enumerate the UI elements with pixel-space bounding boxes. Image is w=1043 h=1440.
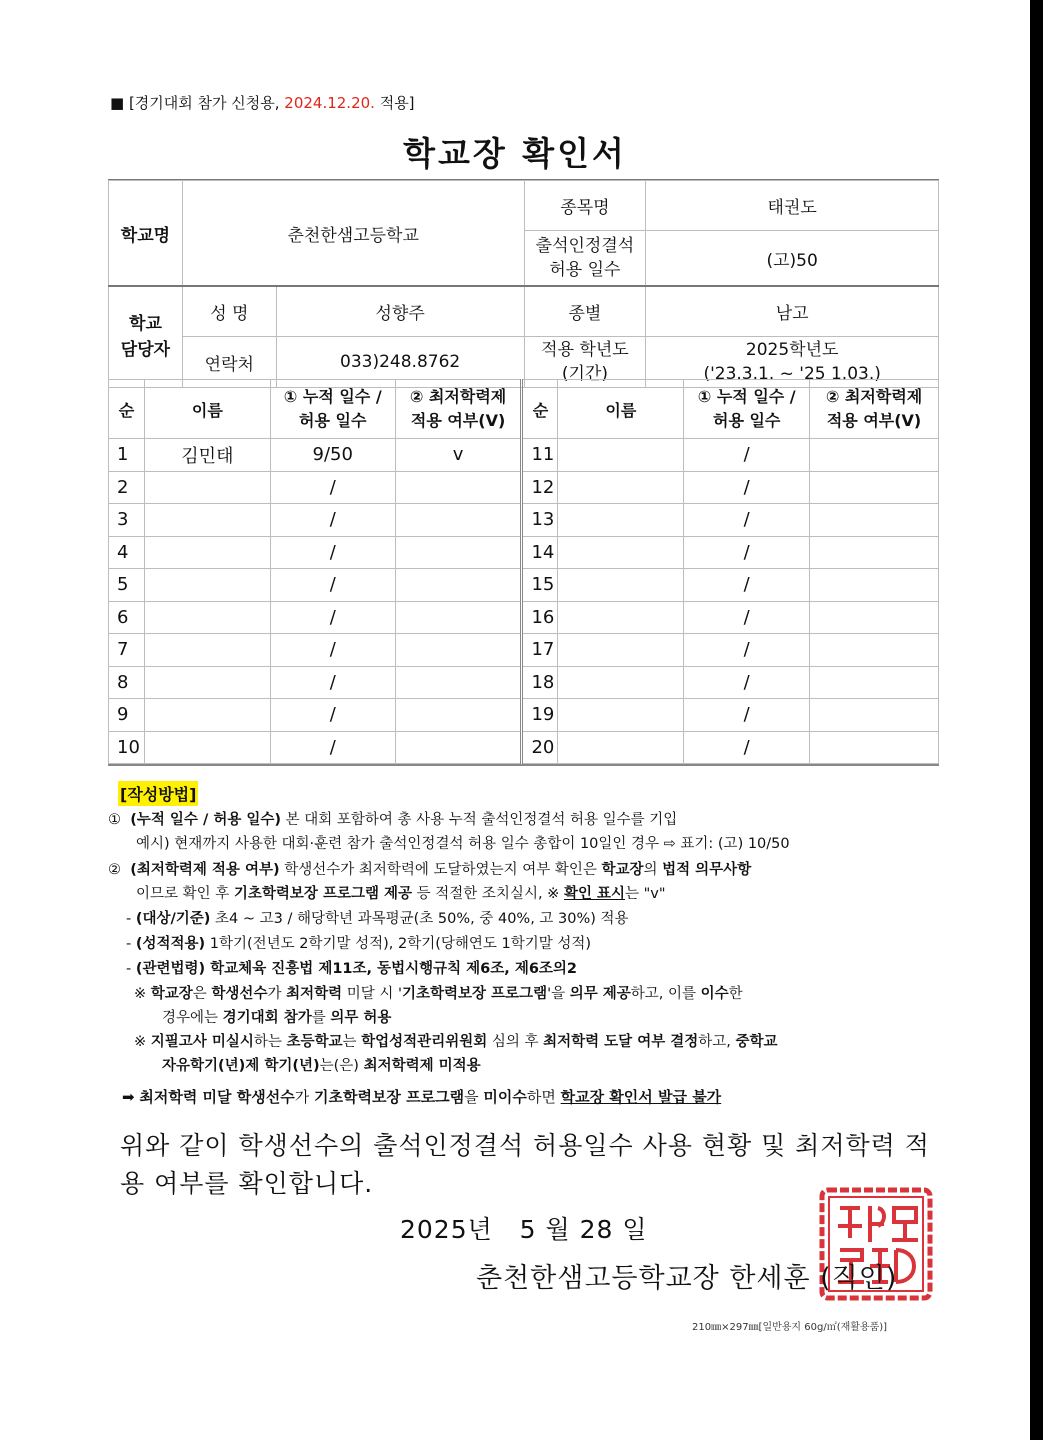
guide-title: [작성방법] xyxy=(118,781,198,806)
cell-name xyxy=(144,569,270,602)
cell-no: 12 xyxy=(522,471,558,504)
cell-days: / xyxy=(270,504,395,537)
cell-no: 2 xyxy=(109,471,145,504)
cell-no: 13 xyxy=(522,504,558,537)
page-title: 학교장 확인서 xyxy=(403,134,627,173)
cell-name: 김민태 xyxy=(144,439,270,472)
cell-days: / xyxy=(684,569,810,602)
col-min: ② 최저학력제 적용 여부(V) xyxy=(810,380,939,439)
cell-name xyxy=(558,471,684,504)
cell-check: v xyxy=(395,439,522,472)
sign-date: 2025년 5 월 28 일 xyxy=(400,1215,648,1244)
cell-name xyxy=(558,601,684,634)
cell-days: / xyxy=(684,666,810,699)
cell-check xyxy=(810,731,939,764)
arrow-box-icon: ➡ xyxy=(122,1088,135,1106)
divider xyxy=(108,764,939,766)
cell-check xyxy=(810,634,939,667)
cell-days: / xyxy=(270,666,395,699)
year-value: 2025학년도 ('23.3.1. ~ '25 1.03.) xyxy=(646,337,939,388)
cell-check xyxy=(395,569,522,602)
cell-days: / xyxy=(270,569,395,602)
form-header: ■ [경기대회 참가 신청용, 2024.12.20. 적용] xyxy=(110,94,415,112)
cell-check xyxy=(810,666,939,699)
cell-no: 7 xyxy=(109,634,145,667)
cell-days: / xyxy=(270,634,395,667)
cell-name xyxy=(144,666,270,699)
cell-check xyxy=(810,536,939,569)
contact-value: 033)248.8762 xyxy=(276,337,524,388)
col-name: 이름 xyxy=(144,380,270,439)
school-label: 학교명 xyxy=(109,181,183,287)
manager-label: 학교 담당자 xyxy=(109,286,183,388)
guide-line: ➡ 최저학력 미달 학생선수가 기초학력보장 프로그램을 미이수하면 학교장 확인서 발급 불가 xyxy=(122,1088,722,1106)
cell-name xyxy=(144,601,270,634)
guide-line: ※ 지필고사 미실시하는 초등학교는 학업성적관리위원회 심의 후 최저학력 도달 여부 결정하고, 중학교 xyxy=(134,1034,778,1050)
cell-check xyxy=(810,471,939,504)
guide-line: 이므로 확인 후 기초학력보장 프로그램 제공 등 적절한 조치실시, ※ 확인 표시는 "v" xyxy=(136,886,666,902)
cell-no: 9 xyxy=(109,699,145,732)
cell-no: 1 xyxy=(109,439,145,472)
cell-name xyxy=(144,731,270,764)
cell-days: / xyxy=(684,699,810,732)
cell-no: 16 xyxy=(522,601,558,634)
table-row xyxy=(109,634,939,667)
cell-no: 11 xyxy=(522,439,558,472)
guide-line: 자유학기(년)제 학기(년)는(은) 최저학력제 미적용 xyxy=(162,1058,481,1074)
cell-days: / xyxy=(270,536,395,569)
col-min: ② 최저학력제 적용 여부(V) xyxy=(395,380,522,439)
contact-label: 연락처 xyxy=(182,337,276,388)
cell-check xyxy=(395,504,522,537)
cell-days: / xyxy=(270,601,395,634)
col-days: ① 누적 일수 / 허용 일수 xyxy=(270,380,395,439)
cell-check xyxy=(395,731,522,764)
cell-name xyxy=(144,634,270,667)
cell-name xyxy=(144,536,270,569)
cell-name xyxy=(558,504,684,537)
cell-name xyxy=(144,699,270,732)
cell-days: / xyxy=(684,504,810,537)
cell-name xyxy=(144,471,270,504)
cell-no: 19 xyxy=(522,699,558,732)
guide-line: ※ 학교장은 학생선수가 최저학력 미달 시 '기초학력보장 프로그램'을 의무 제공하고, 이를 이수한 xyxy=(134,986,743,1002)
col-name: 이름 xyxy=(558,380,684,439)
cell-check xyxy=(395,601,522,634)
table-row xyxy=(109,731,939,764)
cell-name xyxy=(558,536,684,569)
guide-line: 경우에는 경기대회 참가를 의무 허용 xyxy=(162,1010,392,1026)
guide-line: ① (누적 일수 / 허용 일수) 본 대회 포함하여 총 사용 누적 출석인정결석 허용 일수를 기입 xyxy=(108,812,678,828)
student-list-table xyxy=(108,379,939,764)
allow-label: 출석인정결석 허용 일수 xyxy=(524,231,646,287)
name-label: 성 명 xyxy=(182,286,276,337)
year-label: 적용 학년도 (기간) xyxy=(524,337,646,388)
table-row xyxy=(109,699,939,732)
info-table xyxy=(108,180,939,388)
cell-name xyxy=(558,634,684,667)
cell-no: 15 xyxy=(522,569,558,602)
confirmation-statement: 위와 같이 학생선수의 출석인정결석 허용일수 사용 현황 및 최저학력 적용 여부를 확인합니다. xyxy=(120,1131,930,1198)
cell-name xyxy=(144,504,270,537)
type-label: 종별 xyxy=(524,286,646,337)
allow-value: (고)50 xyxy=(646,231,939,287)
cell-check xyxy=(810,504,939,537)
guide-line: - (성적적용) 1학기(전년도 2학기말 성적), 2학기(당해연도 1학기말 성적) xyxy=(126,936,592,952)
cell-days: / xyxy=(684,471,810,504)
event-value: 태권도 xyxy=(646,181,939,231)
col-no: 순 xyxy=(109,380,145,439)
cell-days: / xyxy=(270,731,395,764)
cell-check xyxy=(810,601,939,634)
cell-name xyxy=(558,569,684,602)
guide-line: 예시) 현재까지 사용한 대회·훈련 참가 출석인정결석 허용 일수 총합이 10일인 경우 ⇨ 표기: (고) 10/50 xyxy=(136,836,790,852)
cell-name xyxy=(558,439,684,472)
table-row xyxy=(109,439,939,472)
cell-check xyxy=(395,634,522,667)
cell-days: / xyxy=(684,731,810,764)
cell-days: / xyxy=(684,601,810,634)
cell-no: 14 xyxy=(522,536,558,569)
event-label: 종목명 xyxy=(524,181,646,231)
cell-check xyxy=(395,471,522,504)
footer-note: 210㎜×297㎜[일반용지 60g/㎡(재활용품)] xyxy=(692,1322,888,1333)
cell-no: 8 xyxy=(109,666,145,699)
cell-days: / xyxy=(270,699,395,732)
table-row xyxy=(109,536,939,569)
table-row xyxy=(109,601,939,634)
name-value: 성향주 xyxy=(276,286,524,337)
guide-line: ② (최저학력제 적용 여부) 학생선수가 최저학력에 도달하였는지 여부 확인은 학교장의 법적 의무사항 xyxy=(108,862,752,878)
cell-days: / xyxy=(684,439,810,472)
school-name: 춘천한샘고등학교 xyxy=(182,181,524,287)
cell-check xyxy=(395,536,522,569)
guide-line: - (관련법령) 학교체육 진흥법 제11조, 동법시행규칙 제6조, 제6조의2 xyxy=(126,961,578,977)
cell-no: 5 xyxy=(109,569,145,602)
cell-name xyxy=(558,731,684,764)
cell-no: 10 xyxy=(109,731,145,764)
cell-check xyxy=(810,699,939,732)
signer-name: 춘천한샘고등학교장 한세훈 (직인) xyxy=(476,1263,898,1294)
type-value: 남고 xyxy=(646,286,939,337)
table-row xyxy=(109,666,939,699)
cell-no: 18 xyxy=(522,666,558,699)
cell-no: 4 xyxy=(109,536,145,569)
cell-days: / xyxy=(684,536,810,569)
cell-check xyxy=(810,439,939,472)
col-no: 순 xyxy=(522,380,558,439)
cell-no: 3 xyxy=(109,504,145,537)
header-date: 2024.12.20. xyxy=(284,94,375,112)
cell-check xyxy=(810,569,939,602)
table-row xyxy=(109,569,939,602)
table-row xyxy=(109,504,939,537)
cell-name xyxy=(558,699,684,732)
cell-no: 17 xyxy=(522,634,558,667)
cell-days: / xyxy=(684,634,810,667)
cell-name xyxy=(558,666,684,699)
cell-days: / xyxy=(270,471,395,504)
cell-check xyxy=(395,699,522,732)
cell-no: 20 xyxy=(522,731,558,764)
guide-line: - (대상/기준) 초4 ~ 고3 / 해당학년 과목평균(초 50%, 중 40%, 고 30%) 적용 xyxy=(126,911,629,927)
table-row xyxy=(109,471,939,504)
cell-days: 9/50 xyxy=(270,439,395,472)
cell-check xyxy=(395,666,522,699)
col-days: ① 누적 일수 / 허용 일수 xyxy=(684,380,810,439)
cell-no: 6 xyxy=(109,601,145,634)
